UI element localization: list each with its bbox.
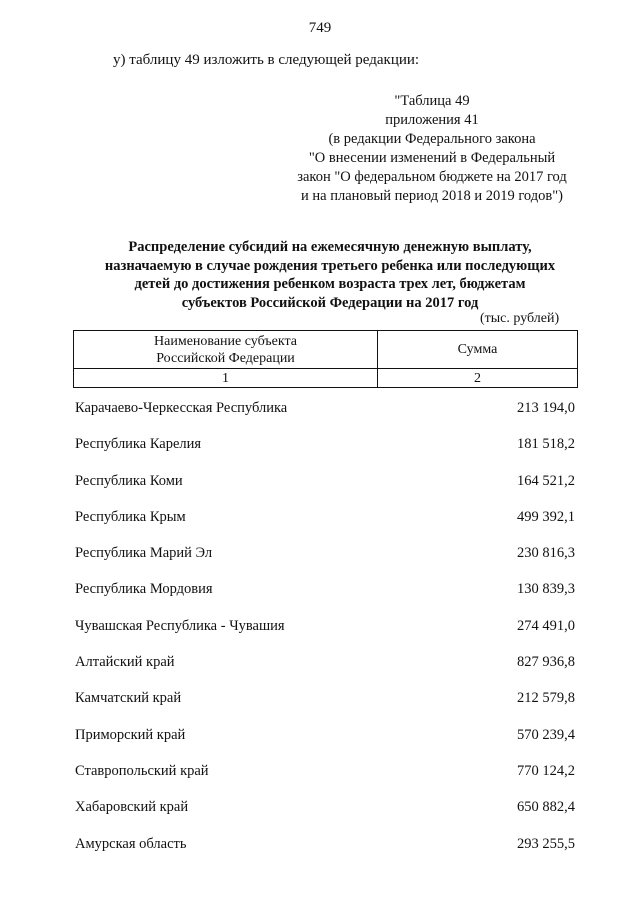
table-heading xyxy=(60,238,600,312)
region-name: Ставропольский край xyxy=(75,762,209,779)
table-row xyxy=(75,473,575,509)
column-header-region-line1: Наименование субъекта xyxy=(154,333,297,349)
table-row xyxy=(75,763,575,799)
table-header xyxy=(73,330,578,388)
column-header-region-line2: Российской Федерации xyxy=(156,350,295,366)
table-row xyxy=(75,581,575,617)
amount-value: 181 518,2 xyxy=(517,436,575,453)
amount-value: 164 521,2 xyxy=(517,472,575,489)
region-name: Чувашская Республика - Чувашия xyxy=(75,617,285,634)
appendix-line: приложения 41 xyxy=(385,112,479,128)
column-number-2: 2 xyxy=(378,369,578,388)
amount-value: 499 392,1 xyxy=(517,508,575,525)
heading-line: Распределение субсидий на ежемесячную денежную выплату, xyxy=(128,239,532,255)
appendix-line: и на плановый период 2018 и 2019 годов") xyxy=(301,188,563,204)
appendix-reference xyxy=(262,92,602,206)
amount-value: 570 239,4 xyxy=(517,726,575,743)
region-name: Республика Мордовия xyxy=(75,581,213,598)
appendix-line: "Таблица 49 xyxy=(394,93,470,109)
amount-value: 293 255,5 xyxy=(517,835,575,852)
heading-line: назначаемую в случае рождения третьего ребенка или последующих xyxy=(104,257,556,274)
amount-value: 230 816,3 xyxy=(517,545,575,562)
region-name: Приморский край xyxy=(75,726,186,743)
table-row xyxy=(75,799,575,835)
amount-value: 827 936,8 xyxy=(517,654,575,671)
amount-value: 274 491,0 xyxy=(517,617,575,634)
amount-value: 770 124,2 xyxy=(517,762,575,779)
table-row xyxy=(75,509,575,545)
amount-value: 130 839,3 xyxy=(517,581,575,598)
amendment-intro: у) таблицу 49 изложить в следующей редакции: xyxy=(113,52,420,68)
table-row xyxy=(75,400,575,436)
table-row xyxy=(75,654,575,690)
region-name: Республика Коми xyxy=(75,472,183,489)
column-number-1: 1 xyxy=(74,369,378,388)
table-row xyxy=(75,545,575,581)
table-row xyxy=(75,436,575,472)
units-label: (тыс. рублей) xyxy=(480,311,560,326)
appendix-line: "О внесении изменений в Федеральный xyxy=(308,150,556,166)
amount-value: 213 194,0 xyxy=(517,400,575,416)
region-name: Республика Крым xyxy=(75,508,186,525)
table-row xyxy=(75,618,575,654)
table-row xyxy=(75,836,575,872)
region-name: Камчатский край xyxy=(75,690,182,707)
region-name: Республика Карелия xyxy=(75,436,202,453)
heading-line: субъектов Российской Федерации на 2017 год xyxy=(181,294,479,311)
column-header-region xyxy=(74,331,378,369)
appendix-line: закон "О федеральном бюджете на 2017 год xyxy=(297,169,567,185)
region-name: Карачаево-Черкесская Республика xyxy=(75,400,288,416)
heading-line: детей до достижения ребенком возраста трех лет, бюджетам xyxy=(134,276,526,292)
table-row xyxy=(75,727,575,763)
region-name: Хабаровский край xyxy=(75,799,189,816)
page-number: 749 xyxy=(308,20,332,36)
region-name: Алтайский край xyxy=(75,654,175,671)
region-name: Республика Марий Эл xyxy=(75,545,213,562)
amount-value: 212 579,8 xyxy=(517,690,575,707)
column-header-amount: Сумма xyxy=(378,331,578,369)
table-row xyxy=(75,690,575,726)
amount-value: 650 882,4 xyxy=(517,799,575,816)
table-body xyxy=(75,400,575,872)
region-name: Амурская область xyxy=(75,835,187,852)
appendix-line: (в редакции Федерального закона xyxy=(328,131,536,147)
